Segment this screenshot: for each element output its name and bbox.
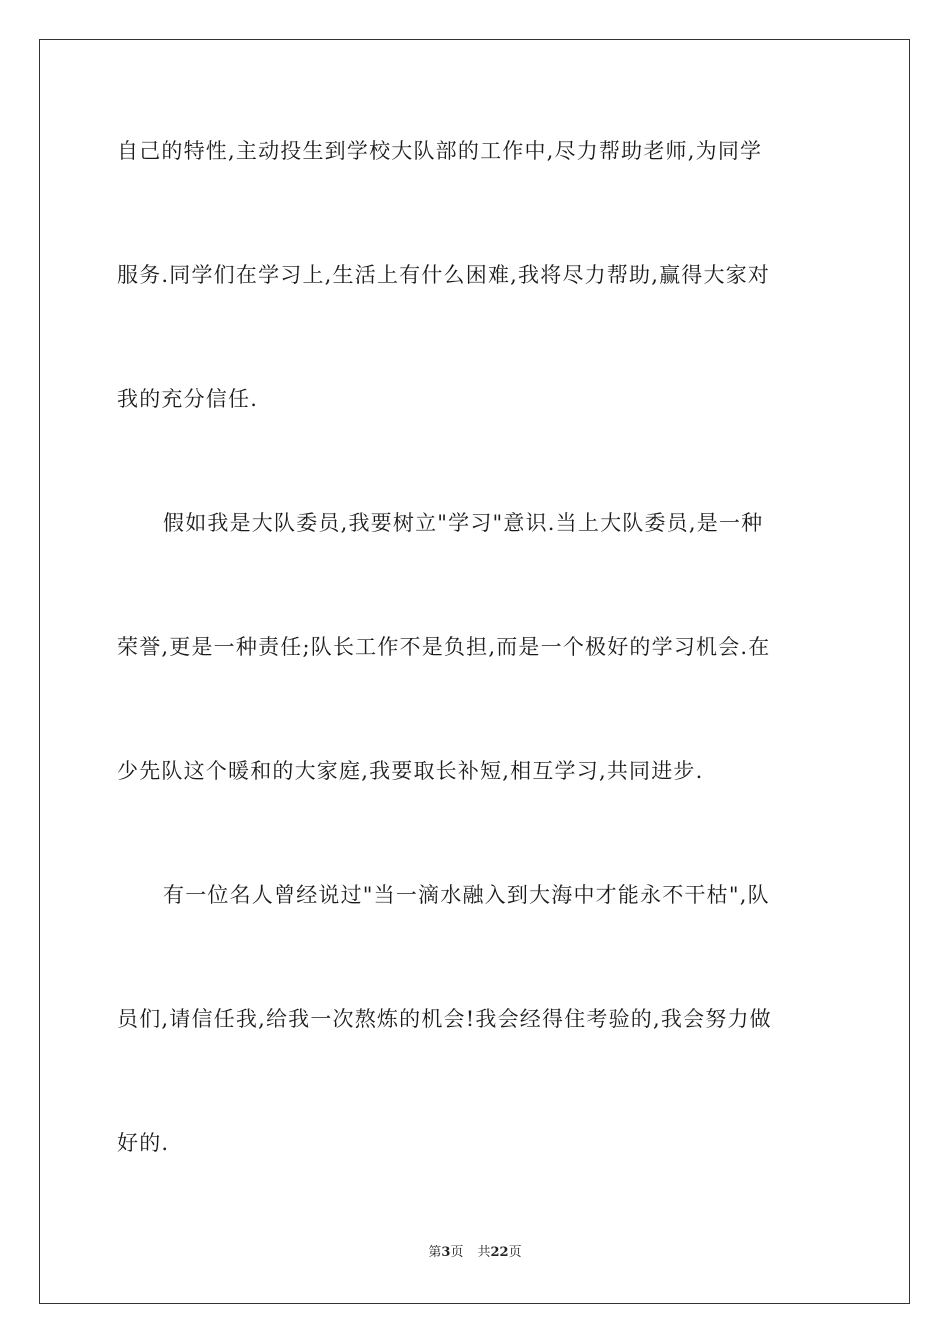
page-suffix: 页	[450, 1245, 464, 1260]
text-line: 荣誉,更是一种责任;队长工作不是负担,而是一个极好的学习机会.在	[117, 635, 771, 659]
total-pages: 22	[490, 1245, 509, 1260]
text-line: 有一位名人曾经说过"当一滴水融入到大海中才能永不干枯",队	[163, 883, 770, 907]
text-line: 少先队这个暖和的大家庭,我要取长补短,相互学习,共同进步.	[117, 759, 704, 783]
text-line: 好的.	[117, 1131, 170, 1155]
text-line: 假如我是大队委员,我要树立"学习"意识.当上大队委员,是一种	[163, 511, 764, 535]
text-line: 自己的特性,主动投生到学校大队部的工作中,尽力帮助老师,为同学	[117, 139, 763, 163]
page-prefix: 第	[428, 1245, 442, 1260]
page-number: 3	[441, 1245, 451, 1260]
total-suffix: 页	[508, 1245, 522, 1260]
text-line: 员们,请信任我,给我一次熬炼的机会!我会经得住考验的,我会努力做	[117, 1007, 772, 1031]
page-border	[39, 39, 910, 1304]
text-line: 服务.同学们在学习上,生活上有什么困难,我将尽力帮助,赢得大家对	[117, 263, 771, 287]
total-prefix: 共	[477, 1245, 491, 1260]
text-line: 我的充分信任.	[117, 387, 259, 411]
page-footer	[0, 1244, 950, 1262]
